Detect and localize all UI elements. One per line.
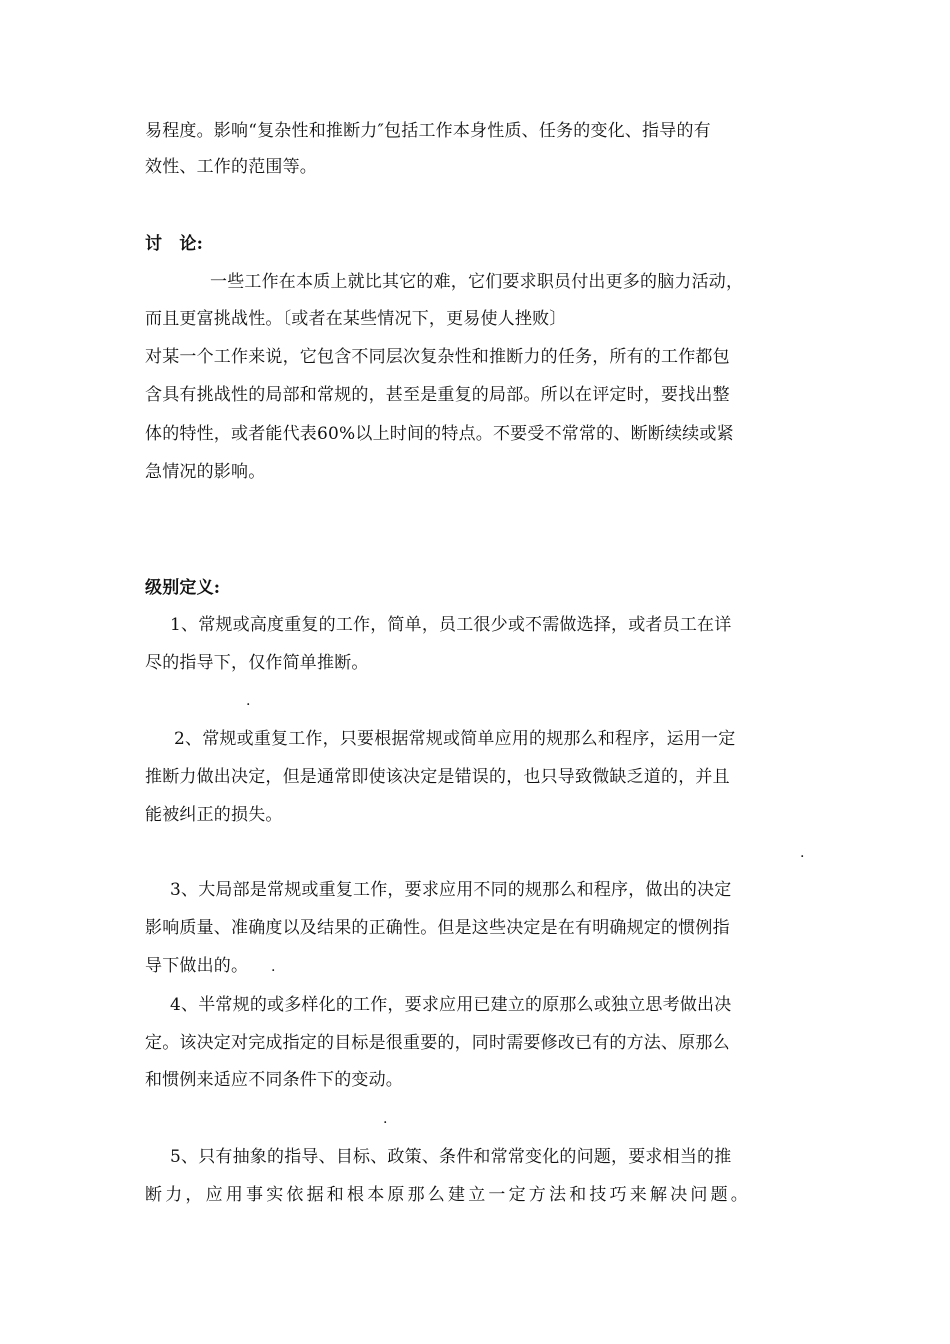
level-2-line-1: 2、常规或重复工作，只要根据常规或简单应用的规那么和程序，运用一定	[174, 729, 736, 749]
level-3-line-2: 影响质量、准确度以及结果的正确性。但是这些决定是在有明确规定的惯例指	[145, 918, 730, 938]
level-4-line-1: 4、半常规的或多样化的工作，要求应用已建立的原那么或独立思考做出决	[170, 995, 732, 1015]
discussion-line-1: 一些工作在本质上就比其它的难，它们要求职员付出更多的脑力活动，	[210, 272, 744, 292]
level-1-line-1: 1、常规或高度重复的工作，简单，员工很少或不需做选择，或者员工在详	[170, 615, 732, 635]
separator-dot: .	[271, 959, 276, 975]
levels-heading: 级别定义:	[145, 578, 221, 598]
discussion-heading: 讨 论:	[145, 234, 204, 254]
intro-line-2: 效性、工作的范围等。	[145, 157, 317, 177]
level-4-line-2: 定。该决定对完成指定的目标是很重要的，同时需要修改已有的方法、原那么	[145, 1033, 730, 1053]
separator-dot: .	[383, 1111, 388, 1127]
level-4-line-3: 和惯例来适应不同条件下的变动。	[145, 1070, 403, 1090]
discussion-line-5: 体的特性，或者能代表60%以上时间的特点。不要受不常常的、断断续续或紧	[145, 424, 734, 444]
level-5-line-1: 5、只有抽象的指导、目标、政策、条件和常常变化的问题，要求相当的推	[170, 1147, 732, 1167]
discussion-line-4: 含具有挑战性的局部和常规的，甚至是重复的局部。所以在评定时，要找出整	[145, 385, 730, 405]
level-5-line-2: 断力，应用事实依据和根本原那么建立一定方法和技巧来解决问题。	[145, 1185, 751, 1205]
discussion-line-6: 急情况的影响。	[145, 462, 266, 482]
level-3-line-3: 导下做出的。	[145, 956, 249, 976]
level-1-line-2: 尽的指导下，仅作简单推断。	[145, 653, 369, 673]
separator-dot: .	[246, 693, 251, 709]
level-2-line-2: 推断力做出决定，但是通常即使该决定是错误的，也只导致微缺乏道的，并且	[145, 767, 730, 787]
separator-dot: .	[800, 845, 805, 861]
level-2-line-3: 能被纠正的损失。	[145, 805, 283, 825]
intro-line-1: 易程度。影响“复杂性和推断力″包括工作本身性质、任务的变化、指导的有	[145, 121, 711, 141]
discussion-line-2: 而且更富挑战性。〔或者在某些情况下，更易使人挫败〕	[145, 309, 567, 329]
level-3-line-1: 3、大局部是常规或重复工作，要求应用不同的规那么和程序，做出的决定	[170, 880, 732, 900]
discussion-line-3: 对某一个工作来说，它包含不同层次复杂性和推断力的任务，所有的工作都包	[145, 347, 730, 367]
